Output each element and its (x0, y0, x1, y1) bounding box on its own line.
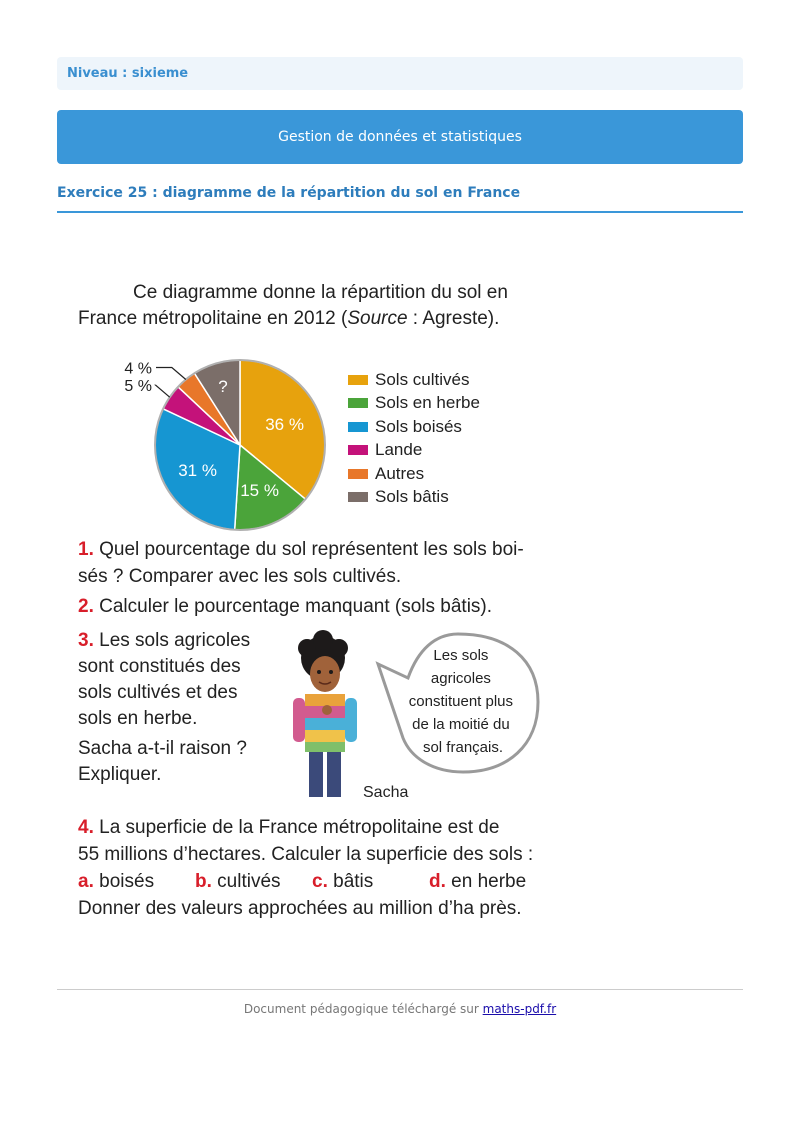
question-4-line-1: La superficie de la France métropolitaine est de (99, 817, 500, 838)
question-3 (78, 628, 278, 788)
option-letter: b. (195, 871, 212, 892)
legend-swatch (348, 375, 368, 385)
footer-link[interactable]: maths-pdf.fr (482, 1002, 557, 1016)
sacha-illustration (283, 630, 548, 805)
question-4-option (429, 868, 548, 895)
question-2-text: Calculer le pourcentage manquant (sols bâtis). (99, 596, 493, 617)
question-1 (78, 536, 548, 590)
legend-label: Sols bâtis (375, 487, 449, 507)
bubble-line: Les sols (433, 647, 489, 664)
intro-source-word: Source (347, 308, 408, 329)
question-3-line-3: sols cultivés et des (78, 682, 238, 703)
exercise-title: Exercice 25 : diagramme de la répartition du sol en France (57, 185, 743, 213)
bubble-line: agricoles (430, 670, 491, 687)
intro-text (78, 280, 548, 332)
sacha-character-icon (293, 630, 357, 797)
legend-swatch (348, 422, 368, 432)
option-letter: d. (429, 871, 446, 892)
question-3-line-5: Sacha a-t-il raison ? (78, 738, 247, 759)
pie-label-3: 5 % (124, 378, 152, 396)
question-3-line-1: Les sols agricoles (99, 630, 251, 651)
pie-chart (78, 342, 338, 532)
legend-swatch (348, 398, 368, 408)
question-4 (78, 814, 548, 922)
legend-swatch (348, 445, 368, 455)
option-text: boisés (99, 871, 155, 892)
topic-banner (57, 110, 743, 164)
pie-label-5: ? (218, 377, 228, 397)
bubble-line: constituent plus (408, 693, 514, 710)
legend-label: Sols cultivés (375, 369, 470, 389)
option-text: bâtis (333, 871, 374, 892)
level-bar (57, 57, 743, 90)
intro-line-2a: France métropolitaine en 2012 ( (78, 308, 348, 329)
question-3-line-2: sont constitués des (78, 656, 241, 677)
legend-item (348, 392, 480, 416)
topic-title: Gestion de données et statistiques (278, 129, 522, 145)
legend-item (348, 368, 480, 392)
footer-text: Document pédagogique téléchargé sur (243, 1002, 483, 1016)
legend-item (348, 415, 480, 439)
question-4-line-4: Donner des valeurs approchées au million d’ha près. (78, 898, 522, 919)
legend-swatch (348, 492, 368, 502)
intro-line-2b: : Agreste). (407, 308, 500, 329)
option-letter: a. (78, 871, 94, 892)
question-3-line-4: sols en herbe. (78, 708, 198, 729)
pie-callout-line-4 (156, 368, 186, 380)
legend-label: Sols boisés (375, 416, 462, 436)
legend-swatch (348, 469, 368, 479)
pie-label-4: 4 % (124, 360, 152, 378)
footer-divider (57, 989, 743, 990)
question-1-number: 1. (78, 539, 94, 560)
pie-legend (348, 368, 480, 509)
question-4-number: 4. (78, 817, 94, 838)
option-text: en herbe (451, 871, 527, 892)
question-3-number: 3. (78, 630, 94, 651)
legend-item (348, 486, 480, 510)
bubble-line: de la moitié du (412, 716, 510, 733)
legend-item (348, 439, 480, 463)
legend-label: Lande (375, 440, 423, 460)
pie-label-1: 15 % (240, 481, 279, 501)
pie-callout-line-3 (156, 385, 170, 397)
option-text: cultivés (217, 871, 281, 892)
pie-label-0: 36 % (265, 415, 304, 435)
option-letter: c. (312, 871, 328, 892)
question-4-options (78, 868, 548, 895)
question-2-number: 2. (78, 596, 94, 617)
pie-label-2: 31 % (178, 461, 217, 481)
sacha-caption: Sacha (363, 784, 409, 801)
question-4-option (312, 868, 429, 895)
question-2 (78, 593, 548, 620)
question-4-option (78, 868, 195, 895)
question-1-line-1: Quel pourcentage du sol représentent les sols boi- (99, 539, 524, 560)
question-4-option (195, 868, 312, 895)
question-1-line-2: sés ? Comparer avec les sols cultivés. (78, 566, 402, 587)
legend-label: Autres (375, 463, 425, 483)
question-3-line-6: Expliquer. (78, 764, 162, 785)
footer (57, 1002, 743, 1016)
exercise-sheet (78, 280, 548, 930)
question-4-line-2: 55 millions d’hectares. Calculer la superficie des sols : (78, 844, 534, 865)
level-label: Niveau : sixieme (67, 66, 189, 81)
legend-label: Sols en herbe (375, 393, 480, 413)
intro-line-1: Ce diagramme donne la répartition du sol en (133, 282, 508, 303)
bubble-line: sol français. (422, 739, 504, 756)
legend-item (348, 462, 480, 486)
